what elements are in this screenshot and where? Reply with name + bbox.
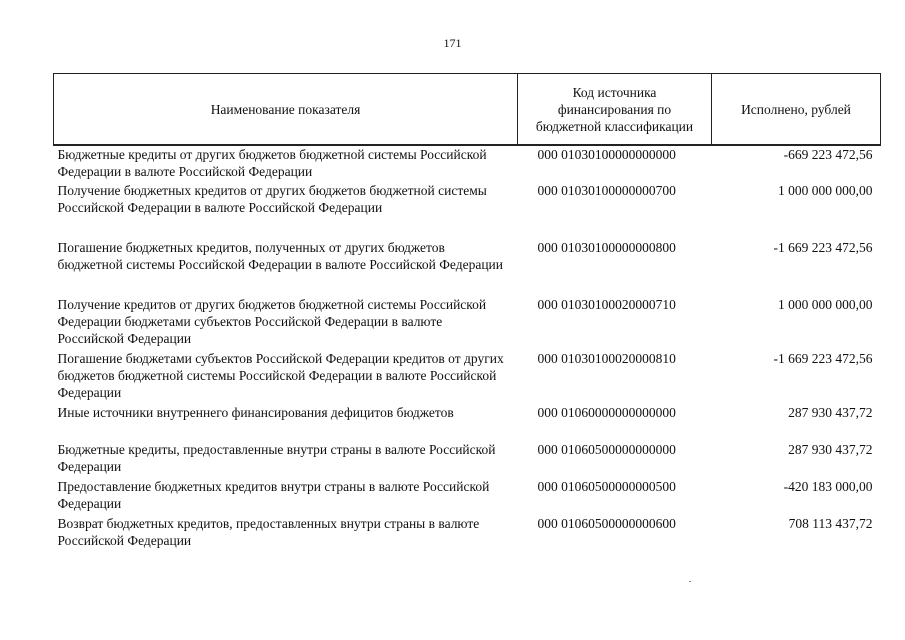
row-code: 000 01030100020000810: [537, 351, 676, 366]
header-indicator-name: Наименование показателя: [54, 74, 518, 146]
row-code: 000 01060500000000500: [537, 479, 676, 494]
row-amount: -1 669 223 472,56: [773, 240, 873, 255]
table-row: [54, 145, 881, 182]
row-amount: 287 930 437,72: [788, 405, 873, 420]
row-code: 000 01030100000000800: [537, 240, 676, 255]
row-code: 000 01060500000000000: [537, 442, 676, 457]
scan-speck: [689, 581, 691, 582]
row-name: Бюджетные кредиты, предоставленные внутри страны в валюте Российской Федерации: [57, 442, 496, 474]
header-source-code: Код источника финансирования по бюджетной классификации: [518, 74, 712, 146]
page-number: 171: [443, 36, 462, 50]
row-name: Предоставление бюджетных кредитов внутри страны в валюте Российской Федерации: [57, 479, 490, 511]
row-code: 000 01060500000000600: [537, 516, 676, 531]
header-row: [54, 74, 881, 146]
row-amount: -669 223 472,56: [783, 147, 873, 162]
row-code: 000 01060000000000000: [537, 405, 676, 420]
row-name: Возврат бюджетных кредитов, предоставленных внутри страны в валюте Российской Федерации: [57, 516, 480, 548]
financing-table-container: [53, 73, 880, 552]
row-code: 000 01030100000000700: [537, 183, 676, 198]
row-code: 000 01030100020000710: [537, 297, 676, 312]
row-amount: -420 183 000,00: [783, 479, 873, 494]
row-name: Получение бюджетных кредитов от других бюджетов бюджетной системы Российской Федерации в валюте Российской Федерации: [57, 183, 487, 215]
header-executed-amount: Исполнено, рублей: [712, 74, 881, 146]
table-row: [54, 478, 881, 515]
row-amount: 287 930 437,72: [788, 442, 873, 457]
row-amount: 1 000 000 000,00: [778, 183, 873, 198]
table-row: [54, 182, 881, 239]
row-name: Получение кредитов от других бюджетов бюджетной системы Российской Федерации бюджетами субъектов Российской Федерации в валюте Российской Федерации: [57, 297, 487, 346]
table-row: [54, 296, 881, 350]
row-name: Бюджетные кредиты от других бюджетов бюджетной системы Российской Федерации в валюте Российской Федерации: [57, 147, 487, 179]
table-row: [54, 515, 881, 552]
table-body: [54, 145, 881, 552]
row-code: 000 01030100000000000: [537, 147, 676, 162]
row-name: Погашение бюджетных кредитов, полученных от других бюджетов бюджетной системы Российской Федерации в валюте Российской Федерации: [57, 240, 504, 272]
row-amount: 1 000 000 000,00: [778, 297, 873, 312]
table-row: [54, 350, 881, 404]
table-header: [54, 74, 881, 146]
row-name: Погашение бюджетами субъектов Российской Федерации кредитов от других бюджетов бюджетной системы Российской Федерации в валюте Российской Федерации: [57, 351, 504, 400]
table-row: [54, 239, 881, 296]
table-row: [54, 404, 881, 441]
row-amount: 708 113 437,72: [788, 516, 873, 531]
table-row: [54, 441, 881, 478]
row-amount: -1 669 223 472,56: [773, 351, 873, 366]
row-name: Иные источники внутреннего финансирования дефицитов бюджетов: [57, 405, 454, 420]
financing-sources-table: [53, 73, 881, 552]
